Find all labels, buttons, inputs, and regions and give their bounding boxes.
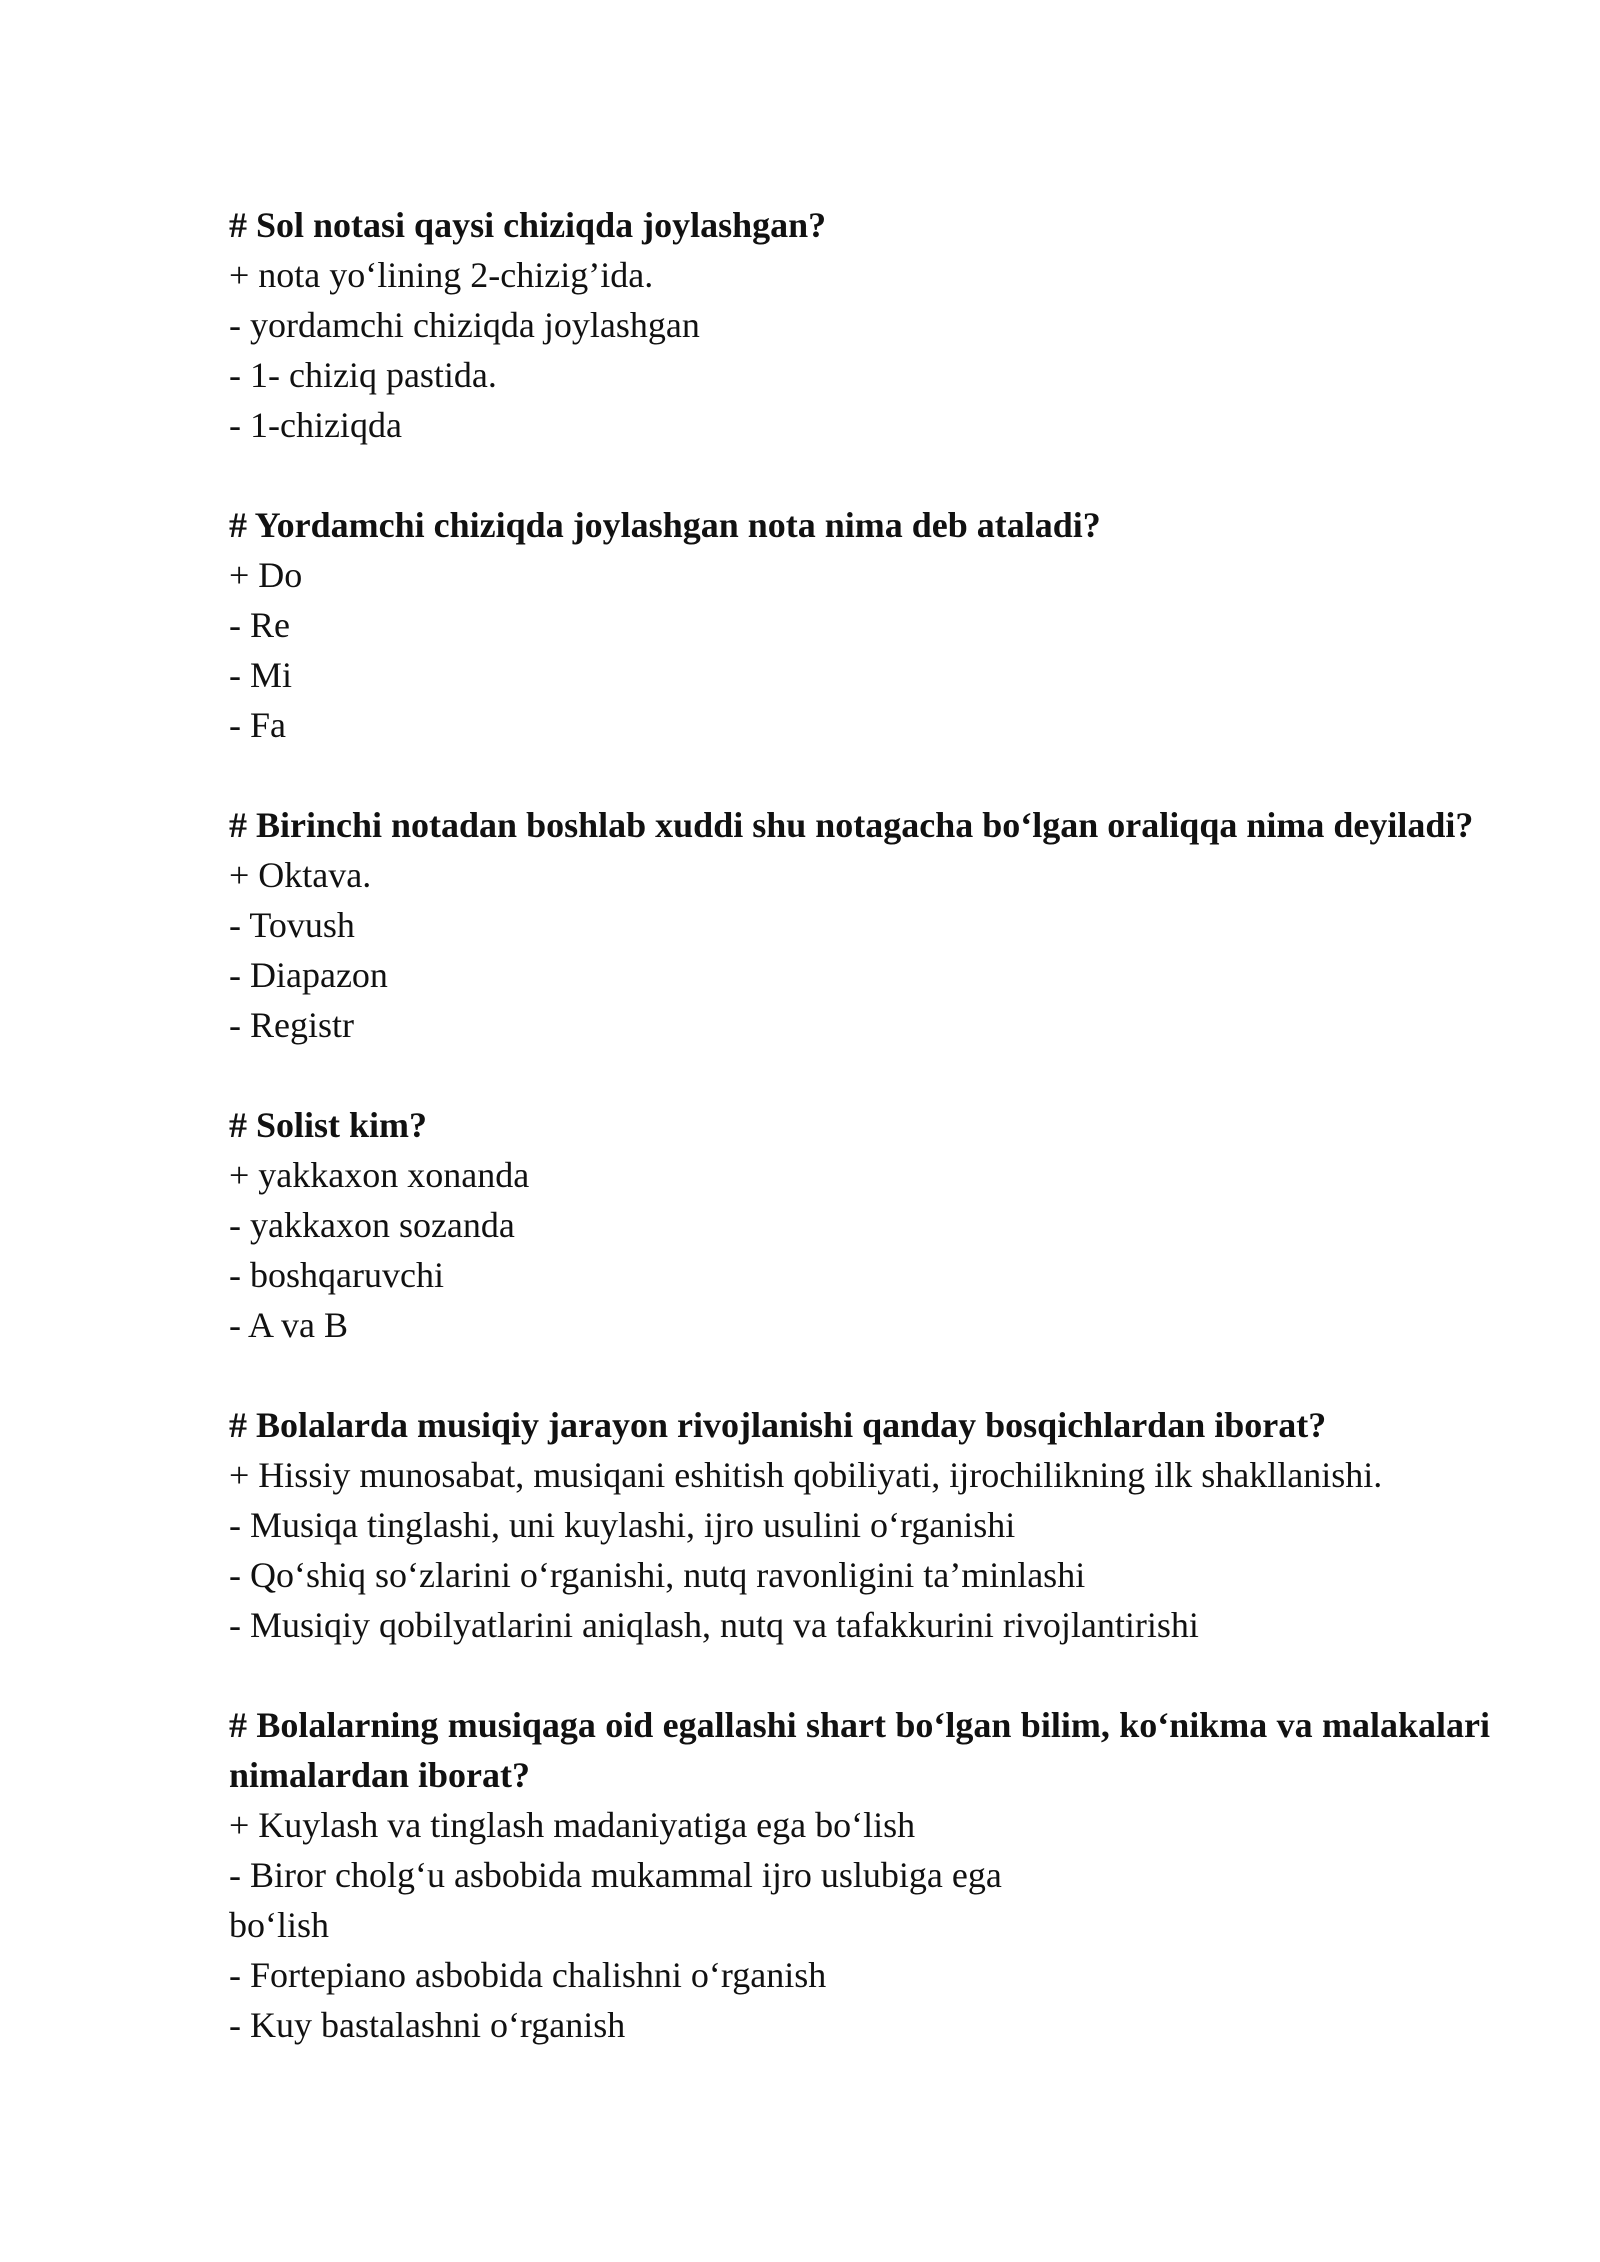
- answer-option: - yordamchi chiziqda joylashgan: [229, 305, 700, 345]
- answer-option: - Biror cholg‘u asbobida mukammal ijro uslubiga ega: [229, 1855, 1002, 1895]
- question-title: # Solist kim?: [229, 1105, 428, 1145]
- question-block: [229, 1100, 1490, 1350]
- answer-option: + Hissiy munosabat, musiqani eshitish qobiliyati, ijrochilikning ilk shakllanishi.: [229, 1455, 1383, 1495]
- answer-option: - 1- chiziq pastida.: [229, 355, 497, 395]
- answer-option: - yakkaxon sozanda: [229, 1205, 515, 1245]
- question-title: # Yordamchi chiziqda joylashgan nota nima deb ataladi?: [229, 505, 1101, 545]
- question-title: # Bolalarda musiqiy jarayon rivojlanishi qanday bosqichlardan iborat?: [229, 1405, 1327, 1445]
- question-block: [229, 200, 1490, 450]
- answer-option: - Re: [229, 605, 290, 645]
- answer-option: - 1-chiziqda: [229, 405, 402, 445]
- answer-option: - Diapazon: [229, 955, 388, 995]
- answer-option: - Registr: [229, 1005, 354, 1045]
- answer-option: + Kuylash va tinglash madaniyatiga ega bo‘lish: [229, 1805, 916, 1845]
- answer-option: - Fortepiano asbobida chalishni o‘rganish: [229, 1955, 827, 1995]
- answer-option: - Musiqa tinglashi, uni kuylashi, ijro usulini o‘rganishi: [229, 1505, 1016, 1545]
- question-block: [229, 500, 1490, 750]
- question-block: [229, 1700, 1490, 2050]
- answer-option: - A va B: [229, 1305, 349, 1345]
- answer-option: - Kuy bastalashni o‘rganish: [229, 2005, 626, 2045]
- answer-option: - Mi: [229, 655, 292, 695]
- answer-option: + Oktava.: [229, 855, 372, 895]
- answer-option: - boshqaruvchi: [229, 1255, 444, 1295]
- answer-option: - Qo‘shiq so‘zlarini o‘rganishi, nutq ravonligini ta’minlashi: [229, 1555, 1086, 1595]
- answer-option: - Musiqiy qobilyatlarini aniqlash, nutq va tafakkurini rivojlantirishi: [229, 1605, 1199, 1645]
- question-block: [229, 1400, 1490, 1650]
- answer-option: - Fa: [229, 705, 286, 745]
- question-block: [229, 800, 1490, 1050]
- question-title: # Birinchi notadan boshlab xuddi shu notagacha bo‘lgan oraliqqa nima deyiladi?: [229, 805, 1474, 845]
- answer-option: + yakkaxon xonanda: [229, 1155, 530, 1195]
- question-title: # Sol notasi qaysi chiziqda joylashgan?: [229, 205, 827, 245]
- answer-option: - Tovush: [229, 905, 355, 945]
- answer-option: + Do: [229, 555, 303, 595]
- question-title: # Bolalarning musiqaga oid egallashi shart bo‘lgan bilim, ko‘nikma va malakalari nimalardan iborat?: [229, 1705, 1490, 1795]
- answer-option: + nota yo‘lining 2-chizig’ida.: [229, 255, 654, 295]
- answer-option-continuation: bo‘lish: [229, 1905, 330, 1945]
- document-page: [229, 200, 1490, 2100]
